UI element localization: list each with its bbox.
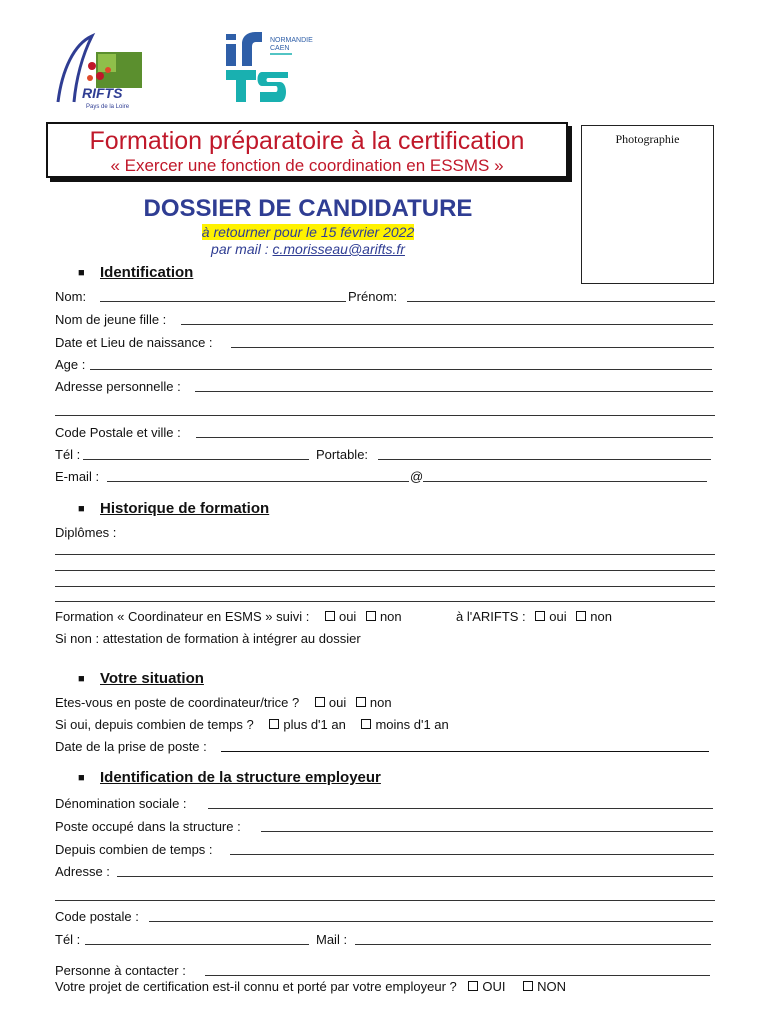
row-adresse-employeur [55, 863, 715, 881]
title-box [46, 122, 568, 178]
field-diplomes-line4[interactable] [55, 600, 715, 602]
row-tel [55, 446, 715, 464]
label-projet: Votre projet de certification est-il connu et porté par votre employeur ? [55, 979, 457, 994]
bullet-icon: ■ [78, 772, 85, 785]
deadline-text: à retourner pour le 15 février 2022 [201, 224, 415, 240]
svg-text:Pays de la Loire: Pays de la Loire [86, 104, 130, 110]
mail-link[interactable]: c.morisseau@arifts.fr [272, 241, 405, 257]
row-poste [55, 694, 715, 712]
checkbox-formation-non[interactable] [366, 611, 376, 621]
field-prise-poste[interactable] [221, 738, 709, 752]
label-portable: Portable: [316, 447, 369, 462]
irts-logo [222, 28, 322, 106]
label-si-non: Si non : attestation de formation à intégrer au dossier [55, 631, 361, 646]
bullet-icon: ■ [78, 673, 85, 686]
field-age[interactable] [90, 356, 712, 370]
mail-line [0, 241, 616, 257]
label-nom: Nom: [55, 289, 87, 304]
field-diplomes-line3[interactable] [55, 585, 715, 587]
row-email [55, 468, 715, 486]
label-depuis-combien: Depuis combien de temps : [55, 842, 213, 857]
label-prenom: Prénom: [348, 289, 398, 304]
field-contact[interactable] [205, 962, 710, 976]
label-oui: OUI [482, 979, 506, 994]
field-adresse[interactable] [195, 378, 713, 392]
label-code-postal: Code Postale et ville : [55, 425, 181, 440]
label-oui: oui [549, 609, 567, 624]
field-code-postale-employeur[interactable] [149, 908, 713, 922]
label-contact: Personne à contacter : [55, 963, 186, 978]
arifts-logo [52, 30, 152, 110]
label-non: NON [537, 979, 567, 994]
row-formation [55, 608, 715, 626]
row-denomination [55, 795, 715, 813]
row-poste-occupe [55, 818, 715, 836]
label-denomination: Dénomination sociale : [55, 796, 187, 811]
bullet-icon: ■ [78, 267, 85, 280]
label-adresse-employeur: Adresse : [55, 864, 110, 879]
label-naissance: Date et Lieu de naissance : [55, 335, 213, 350]
section-identification: ■ Identification [78, 264, 194, 281]
row-diplomes [55, 524, 715, 542]
row-depuis-combien [55, 841, 715, 859]
label-jeune-fille: Nom de jeune fille : [55, 312, 167, 327]
label-age: Age : [55, 357, 86, 372]
label-arifts: à l'ARIFTS : [456, 609, 526, 624]
row-age [55, 356, 715, 374]
checkbox-projet-oui[interactable] [468, 981, 478, 991]
label-prise-poste: Date de la prise de poste : [55, 739, 207, 754]
field-denomination[interactable] [208, 795, 713, 809]
label-moins: moins d'1 an [375, 717, 449, 732]
checkbox-arifts-oui[interactable] [535, 611, 545, 621]
form-title: Formation préparatoire à la certification [89, 127, 525, 155]
checkbox-arifts-non[interactable] [576, 611, 586, 621]
field-email-domain[interactable] [423, 468, 707, 482]
form-subtitle: « Exercer une fonction de coordination en ESSMS » [110, 156, 504, 175]
label-tel-employeur: Tél : [55, 932, 81, 947]
checkbox-poste-oui[interactable] [315, 697, 325, 707]
row-naissance [55, 334, 715, 352]
label-poste-occupe: Poste occupé dans la structure : [55, 819, 241, 834]
label-tel: Tél : [55, 447, 81, 462]
label-non: non [379, 609, 402, 624]
field-tel[interactable] [83, 446, 309, 460]
field-diplomes-line2[interactable] [55, 569, 715, 571]
label-at: @ [410, 469, 424, 484]
row-prise-poste [55, 738, 715, 756]
row-si-non [55, 630, 715, 648]
field-adresse-employeur[interactable] [117, 863, 713, 877]
field-mail-employeur[interactable] [355, 931, 711, 945]
field-adresse-employeur-line2[interactable] [55, 899, 715, 901]
checkbox-poste-non[interactable] [356, 697, 366, 707]
row-projet [55, 978, 715, 996]
svg-text:CAEN: CAEN [270, 45, 290, 52]
row-tel-employeur [55, 931, 715, 949]
field-depuis-combien[interactable] [230, 841, 714, 855]
label-depuis: Si oui, depuis combien de temps ? [55, 717, 254, 732]
row-nom [55, 288, 715, 306]
arifts-question [456, 608, 612, 626]
svg-text:NORMANDIE: NORMANDIE [270, 37, 313, 44]
field-diplomes-line1[interactable] [55, 553, 715, 555]
field-portable[interactable] [378, 446, 711, 460]
label-plus: plus d'1 an [283, 717, 346, 732]
row-code-postale-employeur [55, 908, 715, 926]
label-non: non [369, 695, 392, 710]
field-code-postal[interactable] [196, 424, 713, 438]
checkbox-projet-non[interactable] [523, 981, 533, 991]
field-poste-occupe[interactable] [261, 818, 713, 832]
section-situation: ■ Votre situation [78, 670, 204, 687]
field-adresse-line2[interactable] [55, 414, 715, 416]
label-poste: Etes-vous en poste de coordinateur/trice ? [55, 695, 300, 710]
field-email-user[interactable] [107, 468, 409, 482]
checkbox-plus-1-an[interactable] [269, 719, 279, 729]
row-jeune-fille [55, 311, 715, 329]
field-prenom[interactable] [407, 288, 715, 302]
section-historique: ■ Historique de formation [78, 500, 270, 517]
bullet-icon: ■ [78, 503, 85, 516]
label-adresse: Adresse personnelle : [55, 379, 181, 394]
field-naissance[interactable] [231, 334, 714, 348]
section-employeur: ■ Identification de la structure employeur [78, 769, 381, 786]
label-oui: oui [328, 695, 347, 710]
field-nom[interactable] [100, 288, 346, 302]
checkbox-formation-oui[interactable] [325, 611, 335, 621]
mail-prefix: par mail : [211, 241, 273, 257]
label-formation: Formation « Coordinateur en ESMS » suivi : [55, 609, 310, 624]
label-code-postale-employeur: Code postale : [55, 909, 139, 924]
label-non: non [590, 609, 612, 624]
label-email: E-mail : [55, 469, 100, 484]
label-mail-employeur: Mail : [316, 932, 348, 947]
label-diplomes: Diplômes : [55, 525, 117, 540]
row-depuis [55, 716, 715, 734]
svg-text:RIFTS: RIFTS [82, 85, 123, 101]
row-code-postal [55, 424, 715, 442]
field-jeune-fille[interactable] [181, 311, 713, 325]
row-adresse [55, 378, 715, 396]
checkbox-moins-1-an[interactable] [361, 719, 371, 729]
photo-label: Photographie [615, 132, 680, 146]
dossier-title: DOSSIER DE CANDIDATURE [143, 195, 473, 222]
label-oui: oui [338, 609, 357, 624]
field-tel-employeur[interactable] [85, 931, 309, 945]
